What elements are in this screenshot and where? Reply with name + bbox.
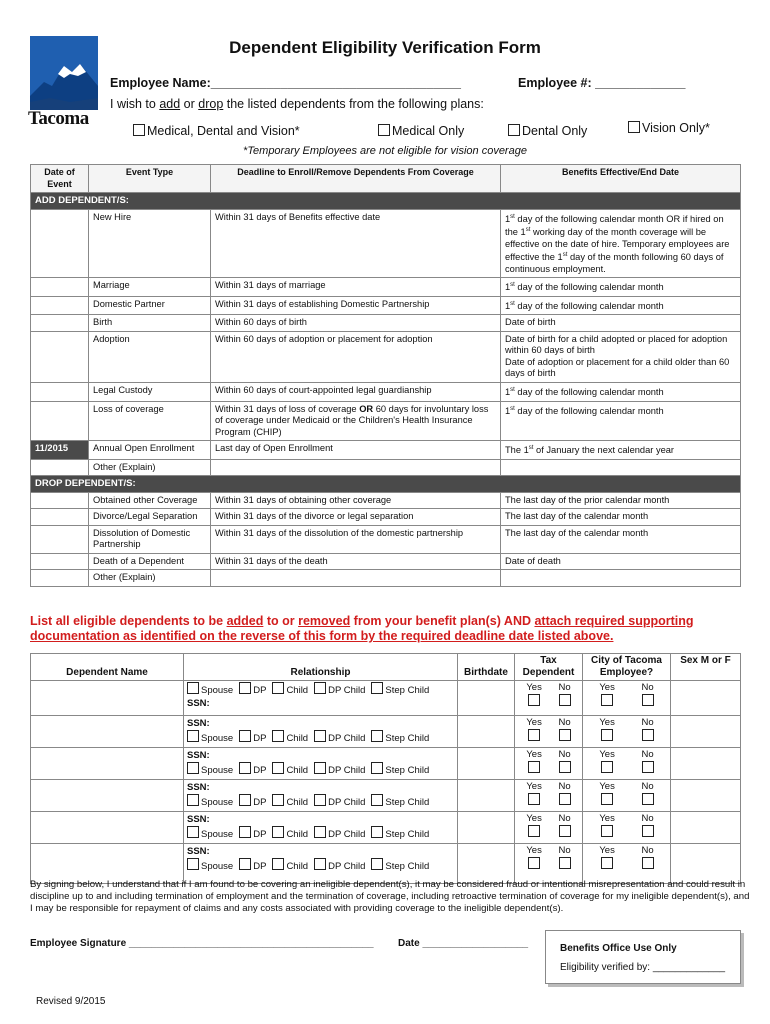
dependent-row <box>31 780 741 812</box>
tax-dependent-yes-label: Yes <box>526 717 542 728</box>
event-deadline-cell: Within 60 days of adoption or placement for adoption <box>211 331 501 382</box>
office-title: Benefits Office Use Only <box>560 943 677 954</box>
section-label: ADD DEPENDENT/S: <box>31 193 741 210</box>
relationship-checkbox[interactable] <box>187 762 199 774</box>
city-employee-yes-label: Yes <box>599 781 615 792</box>
relationship-checkbox[interactable] <box>371 794 383 806</box>
city-employee-no-checkbox[interactable] <box>642 825 654 837</box>
relationship-cell <box>184 780 458 812</box>
event-effective-cell: 1st day of the following calendar month <box>501 296 741 315</box>
plan-medical-dental-vision[interactable]: Medical, Dental and Vision* <box>133 124 300 138</box>
event-row <box>31 525 741 553</box>
event-date-cell[interactable] <box>31 296 89 315</box>
plans-intro: I wish to add or drop the listed dependents from the following plans: <box>110 97 484 111</box>
birthdate-field[interactable] <box>458 812 515 844</box>
relationship-option-label: Step Child <box>385 797 430 808</box>
event-effective-cell: 1st day of the following calendar month OR if hired on the 1st working day of the month coverage will be effective on the date of hire. Temporary employees are effective the 1st day of the month following 60 days of continuous employment. <box>501 209 741 278</box>
relationship-options <box>187 762 454 777</box>
dependent-row <box>31 748 741 780</box>
relationship-options <box>187 858 454 873</box>
event-date-cell[interactable] <box>31 209 89 278</box>
sex-field[interactable] <box>671 716 741 748</box>
relationship-checkbox[interactable] <box>187 682 199 694</box>
plan-vision-only[interactable]: Vision Only* <box>628 121 710 135</box>
relationship-checkbox[interactable] <box>371 730 383 742</box>
city-employee-yes-checkbox[interactable] <box>601 761 613 773</box>
relationship-checkbox[interactable] <box>239 682 251 694</box>
tax-dependent-yes-checkbox[interactable] <box>528 761 540 773</box>
tax-dependent-no-label: No <box>558 717 571 728</box>
dependent-name-field[interactable] <box>31 844 184 884</box>
eligibility-verified-field[interactable]: Eligibility verified by: _____________ <box>560 962 726 973</box>
relationship-checkbox[interactable] <box>371 682 383 694</box>
relationship-option-label: Spouse <box>201 797 234 808</box>
relationship-cell <box>184 844 458 884</box>
city-employee-cell <box>583 780 671 812</box>
relationship-checkbox[interactable] <box>239 730 251 742</box>
event-deadline-cell: Within 31 days of marriage <box>211 278 501 297</box>
dependent-name-field[interactable] <box>31 716 184 748</box>
relationship-option-label: Spouse <box>201 829 234 840</box>
signature-date-field[interactable]: Date ___________________ <box>398 938 529 949</box>
event-deadline-cell: Within 31 days of the divorce or legal separation <box>211 509 501 526</box>
relationship-checkbox[interactable] <box>272 682 284 694</box>
sex-field[interactable] <box>671 844 741 884</box>
relationship-option-label: DP <box>253 861 267 872</box>
relationship-option-label: DP Child <box>328 765 366 776</box>
event-row <box>31 296 741 315</box>
event-row <box>31 492 741 509</box>
event-row <box>31 553 741 570</box>
col-city-employee: City of Tacoma Employee? <box>583 654 671 681</box>
event-row <box>31 441 741 460</box>
relationship-option-label: Step Child <box>385 765 430 776</box>
city-employee-no-label: No <box>641 813 654 824</box>
relationship-option-label: Step Child <box>385 829 430 840</box>
relationship-option-label: Spouse <box>201 685 234 696</box>
event-row <box>31 401 741 441</box>
tax-dependent-yes-checkbox[interactable] <box>528 694 540 706</box>
ssn-field[interactable]: SSN: <box>187 698 210 709</box>
relationship-option-label: DP Child <box>328 829 366 840</box>
city-employee-yes-checkbox[interactable] <box>601 857 613 869</box>
relationship-checkbox[interactable] <box>187 826 199 838</box>
relationship-option-label: Child <box>286 733 309 744</box>
event-row <box>31 331 741 382</box>
relationship-checkbox[interactable] <box>239 794 251 806</box>
city-employee-no-label: No <box>641 682 654 693</box>
tax-dependent-no-checkbox[interactable] <box>559 825 571 837</box>
event-deadline-cell: Within 31 days of the death <box>211 553 501 570</box>
tax-dependent-yes-checkbox[interactable] <box>528 825 540 837</box>
relationship-checkbox[interactable] <box>272 826 284 838</box>
relationship-checkbox[interactable] <box>314 794 326 806</box>
tax-dependent-no-label: No <box>558 813 571 824</box>
tax-dependent-yes-checkbox[interactable] <box>528 857 540 869</box>
relationship-option-label: Spouse <box>201 861 234 872</box>
tax-dependent-yes-checkbox[interactable] <box>528 729 540 741</box>
dependent-row <box>31 844 741 884</box>
event-type-cell: Adoption <box>89 331 211 382</box>
relationship-cell <box>184 748 458 780</box>
city-employee-yes-label: Yes <box>599 813 615 824</box>
event-deadline-cell: Within 60 days of court-appointed legal guardianship <box>211 382 501 401</box>
ssn-field[interactable]: SSN: <box>187 846 210 857</box>
col-date-of-event: Date of Event <box>31 165 89 193</box>
event-effective-cell: 1st day of the following calendar month <box>501 382 741 401</box>
add-dependents-section <box>31 193 741 210</box>
dependent-name-field[interactable] <box>31 812 184 844</box>
event-deadline-cell: Within 31 days of establishing Domestic Partnership <box>211 296 501 315</box>
relationship-checkbox[interactable] <box>314 826 326 838</box>
tax-dependent-cell <box>515 812 583 844</box>
city-employee-no-checkbox[interactable] <box>642 761 654 773</box>
relationship-checkbox[interactable] <box>187 858 199 870</box>
employee-name-field[interactable]: Employee Name:____________________________________ <box>110 76 462 90</box>
relationship-checkbox[interactable] <box>314 762 326 774</box>
relationship-checkbox[interactable] <box>272 794 284 806</box>
event-deadline-cell <box>211 570 501 587</box>
city-employee-yes-checkbox[interactable] <box>601 793 613 805</box>
event-effective-cell: Date of birth for a child adopted or placed for adoption within 60 days of birth Date of adoption or placement for a child older than 60 days of birth <box>501 331 741 382</box>
relationship-option-label: DP <box>253 733 267 744</box>
relationship-checkbox[interactable] <box>187 794 199 806</box>
birthdate-field[interactable] <box>458 748 515 780</box>
dependents-table <box>30 653 741 884</box>
event-effective-cell: 1st day of the following calendar month <box>501 278 741 297</box>
relationship-option-label: DP <box>253 765 267 776</box>
relationship-checkbox[interactable] <box>371 826 383 838</box>
birthdate-field[interactable] <box>458 844 515 884</box>
event-deadline-cell: Within 31 days of Benefits effective date <box>211 209 501 278</box>
city-employee-cell <box>583 844 671 884</box>
event-row <box>31 209 741 278</box>
tax-dependent-no-label: No <box>558 682 571 693</box>
relationship-options <box>187 730 454 745</box>
col-sex: Sex M or F <box>671 654 741 681</box>
dependent-row <box>31 681 741 716</box>
city-employee-yes-label: Yes <box>599 749 615 760</box>
relationship-cell <box>184 716 458 748</box>
relationship-option-label: Child <box>286 765 309 776</box>
tax-dependent-cell <box>515 716 583 748</box>
city-employee-no-checkbox[interactable] <box>642 793 654 805</box>
event-type-cell: Dissolution of Domestic Partnership <box>89 525 211 553</box>
revision-date: Revised 9/2015 <box>36 996 106 1007</box>
city-employee-no-label: No <box>641 845 654 856</box>
signoff-statement: By signing below, I understand that if I am found to be covering an ineligible dependent(s), it may be considered fraud or intentional misrepresentation and could result in discipline up to and including termination of employment and the termination of coverage, including retroactive termination of coverage for my ineligible dependent(s), and I may be responsible for repayment of claims and any costs associated with providing coverage to the ineligible dependent(s). <box>30 879 750 914</box>
relationship-checkbox[interactable] <box>239 858 251 870</box>
city-employee-yes-label: Yes <box>599 717 615 728</box>
tax-dependent-cell <box>515 748 583 780</box>
relationship-checkbox[interactable] <box>371 762 383 774</box>
city-employee-cell <box>583 748 671 780</box>
section-label: DROP DEPENDENT/S: <box>31 476 741 493</box>
event-row <box>31 459 741 476</box>
event-date-cell[interactable] <box>31 278 89 297</box>
relationship-checkbox[interactable] <box>272 730 284 742</box>
tax-dependent-no-checkbox[interactable] <box>559 793 571 805</box>
event-date-cell[interactable] <box>31 401 89 441</box>
event-date-cell[interactable] <box>31 382 89 401</box>
tax-dependent-yes-label: Yes <box>526 682 542 693</box>
qualifying-events-table <box>30 164 741 587</box>
relationship-checkbox[interactable] <box>239 762 251 774</box>
event-date-cell[interactable] <box>31 459 89 476</box>
city-employee-cell <box>583 681 671 716</box>
ssn-field[interactable]: SSN: <box>187 814 210 825</box>
relationship-checkbox[interactable] <box>314 682 326 694</box>
event-deadline-cell <box>211 459 501 476</box>
dependent-name-field[interactable] <box>31 780 184 812</box>
plan-dental-only[interactable]: Dental Only <box>508 124 587 138</box>
city-employee-yes-label: Yes <box>599 845 615 856</box>
event-deadline-cell: Within 31 days of loss of coverage OR 60 days for involuntary loss of coverage under Medicaid or the Children's Health Insurance Program (CHIP) <box>211 401 501 441</box>
relationship-option-label: DP Child <box>328 797 366 808</box>
col-relationship: Relationship <box>184 654 458 681</box>
city-employee-no-checkbox[interactable] <box>642 729 654 741</box>
plan-medical-only[interactable]: Medical Only <box>378 124 464 138</box>
tax-dependent-cell <box>515 780 583 812</box>
event-type-cell: Annual Open Enrollment <box>89 441 211 460</box>
relationship-checkbox[interactable] <box>272 858 284 870</box>
checkbox[interactable] <box>378 124 390 136</box>
relationship-option-label: Child <box>286 797 309 808</box>
event-date-cell[interactable] <box>31 331 89 382</box>
event-date-cell[interactable] <box>31 509 89 526</box>
relationship-cell <box>184 812 458 844</box>
relationship-option-label: Step Child <box>385 685 430 696</box>
event-type-cell: New Hire <box>89 209 211 278</box>
checkbox[interactable] <box>628 121 640 133</box>
event-type-cell: Obtained other Coverage <box>89 492 211 509</box>
sex-field[interactable] <box>671 812 741 844</box>
col-event-type: Event Type <box>89 165 211 193</box>
ssn-field[interactable]: SSN: <box>187 750 210 761</box>
tax-dependent-no-checkbox[interactable] <box>559 729 571 741</box>
event-date-cell[interactable] <box>31 553 89 570</box>
event-date-cell[interactable] <box>31 570 89 587</box>
dependent-name-field[interactable] <box>31 681 184 716</box>
sex-field[interactable] <box>671 681 741 716</box>
event-effective-cell: The last day of the prior calendar month <box>501 492 741 509</box>
dependent-name-field[interactable] <box>31 748 184 780</box>
city-employee-no-label: No <box>641 781 654 792</box>
event-date-cell[interactable]: 11/2015 <box>31 441 89 460</box>
event-row <box>31 315 741 332</box>
relationship-checkbox[interactable] <box>314 730 326 742</box>
relationship-option-label: Child <box>286 685 309 696</box>
event-effective-cell <box>501 459 741 476</box>
event-effective-cell: Date of birth <box>501 315 741 332</box>
sex-field[interactable] <box>671 780 741 812</box>
event-effective-cell <box>501 570 741 587</box>
col-benefits-effective: Benefits Effective/End Date <box>501 165 741 193</box>
tax-dependent-no-label: No <box>558 845 571 856</box>
event-row <box>31 509 741 526</box>
city-employee-yes-checkbox[interactable] <box>601 694 613 706</box>
city-employee-no-checkbox[interactable] <box>642 857 654 869</box>
event-deadline-cell: Last day of Open Enrollment <box>211 441 501 460</box>
event-deadline-cell: Within 60 days of birth <box>211 315 501 332</box>
city-employee-no-checkbox[interactable] <box>642 694 654 706</box>
relationship-option-label: DP Child <box>328 861 366 872</box>
event-date-cell[interactable] <box>31 492 89 509</box>
city-employee-no-label: No <box>641 749 654 760</box>
birthdate-field[interactable] <box>458 716 515 748</box>
tax-dependent-yes-label: Yes <box>526 781 542 792</box>
temporary-employee-note: *Temporary Employees are not eligible for vision coverage <box>243 145 527 157</box>
tax-dependent-cell <box>515 681 583 716</box>
relationship-cell <box>184 681 458 716</box>
col-tax-dependent: Tax Dependent <box>515 654 583 681</box>
event-effective-cell: 1st day of the following calendar month <box>501 401 741 441</box>
relationship-option-label: Step Child <box>385 861 430 872</box>
event-effective-cell: Date of death <box>501 553 741 570</box>
tax-dependent-no-checkbox[interactable] <box>559 857 571 869</box>
relationship-option-label: DP Child <box>328 685 366 696</box>
relationship-options <box>187 826 454 841</box>
benefits-office-box <box>545 930 741 984</box>
dependent-row <box>31 716 741 748</box>
relationship-option-label: Spouse <box>201 765 234 776</box>
relationship-option-label: Step Child <box>385 733 430 744</box>
relationship-checkbox[interactable] <box>272 762 284 774</box>
event-type-cell: Birth <box>89 315 211 332</box>
relationship-option-label: Child <box>286 861 309 872</box>
birthdate-field[interactable] <box>458 681 515 716</box>
city-employee-cell <box>583 812 671 844</box>
relationship-option-label: Spouse <box>201 733 234 744</box>
event-deadline-cell: Within 31 days of the dissolution of the domestic partnership <box>211 525 501 553</box>
event-type-cell: Loss of coverage <box>89 401 211 441</box>
event-effective-cell: The last day of the calendar month <box>501 525 741 553</box>
relationship-checkbox[interactable] <box>187 730 199 742</box>
relationship-checkbox[interactable] <box>239 826 251 838</box>
relationship-options <box>187 794 454 809</box>
relationship-option-label: DP <box>253 685 267 696</box>
tax-dependent-yes-label: Yes <box>526 813 542 824</box>
event-deadline-cell: Within 31 days of obtaining other coverage <box>211 492 501 509</box>
tax-dependent-yes-checkbox[interactable] <box>528 793 540 805</box>
city-employee-yes-checkbox[interactable] <box>601 825 613 837</box>
employee-number-field[interactable]: Employee #: _____________ <box>518 76 686 90</box>
event-date-cell[interactable] <box>31 525 89 553</box>
event-type-cell: Domestic Partner <box>89 296 211 315</box>
checkbox[interactable] <box>508 124 520 136</box>
relationship-option-label: DP <box>253 797 267 808</box>
relationship-option-label: DP Child <box>328 733 366 744</box>
tax-dependent-yes-label: Yes <box>526 845 542 856</box>
tax-dependent-no-checkbox[interactable] <box>559 761 571 773</box>
tax-dependent-no-checkbox[interactable] <box>559 694 571 706</box>
form-title: Dependent Eligibility Verification Form <box>229 38 541 57</box>
event-row <box>31 382 741 401</box>
tax-dependent-yes-label: Yes <box>526 749 542 760</box>
event-row <box>31 570 741 587</box>
event-type-cell: Other (Explain) <box>89 570 211 587</box>
city-employee-yes-checkbox[interactable] <box>601 729 613 741</box>
dependent-row <box>31 812 741 844</box>
event-row <box>31 278 741 297</box>
logo-text: Tacoma <box>28 108 89 129</box>
relationship-options <box>187 682 454 697</box>
ssn-field[interactable]: SSN: <box>187 718 210 729</box>
employee-signature-field[interactable]: Employee Signature ____________________________________________ <box>30 938 374 949</box>
event-type-cell: Death of a Dependent <box>89 553 211 570</box>
instructions: List all eligible dependents to be added to or removed from your benefit plan(s) AND attach required supporting documentation as identified on the reverse of this form by the required deadline date listed above. <box>30 614 694 643</box>
event-effective-cell: The last day of the calendar month <box>501 509 741 526</box>
col-deadline: Deadline to Enroll/Remove Dependents From Coverage <box>211 165 501 193</box>
drop-dependents-section <box>31 476 741 493</box>
ssn-field[interactable]: SSN: <box>187 782 210 793</box>
relationship-checkbox[interactable] <box>371 858 383 870</box>
relationship-option-label: DP <box>253 829 267 840</box>
relationship-checkbox[interactable] <box>314 858 326 870</box>
relationship-option-label: Child <box>286 829 309 840</box>
sex-field[interactable] <box>671 748 741 780</box>
event-type-cell: Other (Explain) <box>89 459 211 476</box>
col-birthdate: Birthdate <box>458 654 515 681</box>
checkbox[interactable] <box>133 124 145 136</box>
event-type-cell: Legal Custody <box>89 382 211 401</box>
tax-dependent-no-label: No <box>558 749 571 760</box>
city-employee-cell <box>583 716 671 748</box>
birthdate-field[interactable] <box>458 780 515 812</box>
event-type-cell: Marriage <box>89 278 211 297</box>
tax-dependent-no-label: No <box>558 781 571 792</box>
event-type-cell: Divorce/Legal Separation <box>89 509 211 526</box>
tax-dependent-cell <box>515 844 583 884</box>
event-effective-cell: The 1st of January the next calendar year <box>501 441 741 460</box>
event-date-cell[interactable] <box>31 315 89 332</box>
city-employee-yes-label: Yes <box>599 682 615 693</box>
col-dependent-name: Dependent Name <box>31 654 184 681</box>
city-employee-no-label: No <box>641 717 654 728</box>
